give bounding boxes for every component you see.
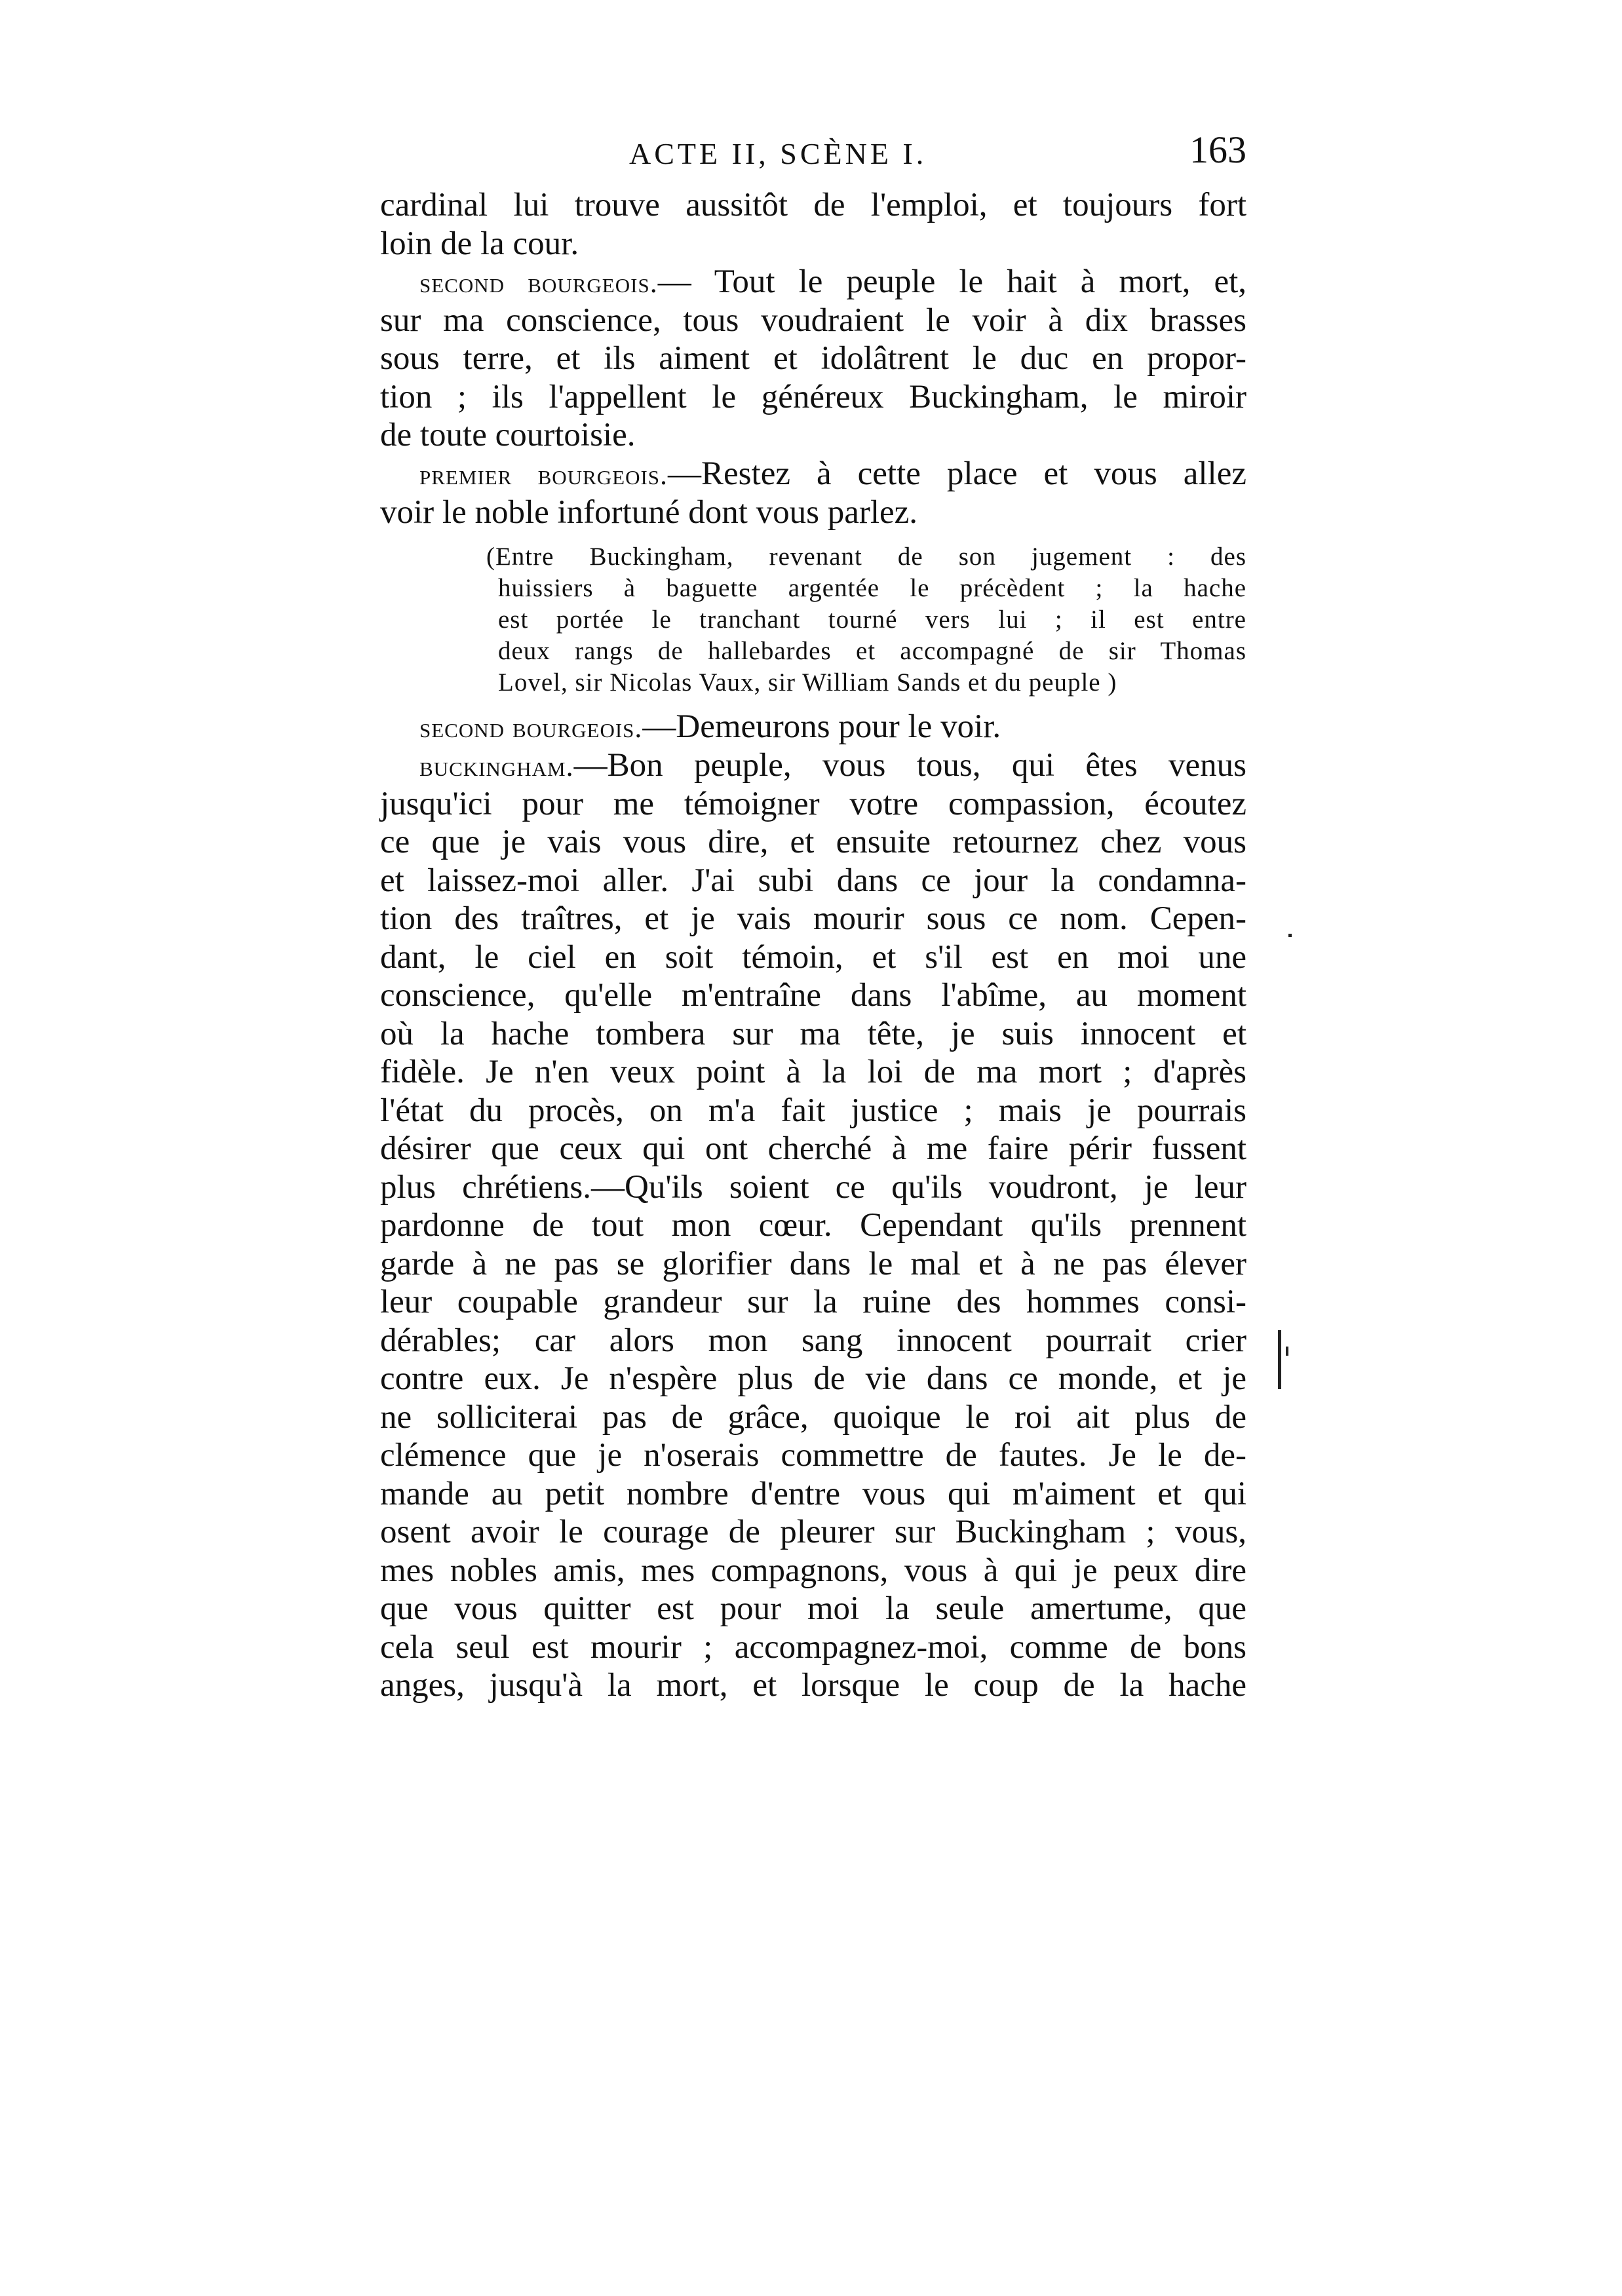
line-text: mes nobles amis, mes compagnons, vous à qui je peux dire [380, 1552, 1246, 1589]
text-line [380, 416, 1246, 455]
line-text: cardinal lui trouve aussitôt de l'emploi, et toujours fort [380, 187, 1246, 223]
speaker-name: buckingham. [419, 750, 574, 782]
text-line [380, 1053, 1246, 1092]
text-line [380, 708, 1246, 746]
text-line [380, 1092, 1246, 1130]
text-line [380, 1168, 1246, 1207]
line-text: garde à ne pas se glorifier dans le mal et à ne pas élever [380, 1245, 1246, 1282]
line-text: est portée le tranchant tourné vers lui ; il est entre [498, 605, 1246, 634]
text-line [380, 938, 1246, 977]
line-text: clémence que je n'oserais commettre de fautes. Je le de- [380, 1437, 1246, 1474]
text-line [380, 900, 1246, 938]
line-text: que vous quitter est pour moi la seule amertume, que [380, 1590, 1246, 1627]
line-text: pardonne de tout mon cœur. Cependant qu'ils prennent [380, 1207, 1246, 1244]
text-line [380, 1666, 1246, 1705]
text-line [380, 1245, 1246, 1284]
text-line [380, 493, 1246, 532]
text-line [380, 823, 1246, 862]
line-text: sous terre, et ils aiment et idolâtrent le duc en propor- [380, 340, 1246, 377]
text-line [380, 667, 1246, 698]
speech-paragraph [380, 708, 1246, 746]
line-text: leur coupable grandeur sur la ruine des hommes consi- [380, 1284, 1246, 1320]
line-text: Lovel, sir Nicolas Vaux, sir William Sands et du peuple ) [498, 668, 1117, 697]
text-line [380, 1130, 1246, 1168]
line-text: plus chrétiens.—Qu'ils soient ce qu'ils voudront, je leur [380, 1168, 1246, 1206]
line-text: jusqu'ici pour me témoigner votre compassion, écoutez [380, 785, 1246, 822]
margin-mark [1288, 934, 1292, 937]
line-text: dérables; car alors mon sang innocent pourrait crier [380, 1322, 1246, 1359]
line-text: dant, le ciel en soit témoin, et s'il est en moi une [380, 938, 1246, 976]
text-line [380, 455, 1246, 493]
line-text: anges, jusqu'à la mort, et lorsque le coup de la hache [380, 1667, 1246, 1704]
speech-paragraph [380, 746, 1246, 1705]
line-text: où la hache tombera sur ma tête, je suis innocent et [380, 1015, 1246, 1052]
line-text: tion ; ils l'appellent le généreux Buckingham, le miroir [380, 378, 1246, 415]
line-text: —Bon peuple, vous tous, qui êtes venus [573, 747, 1246, 784]
text-line [380, 186, 1246, 225]
line-text: loin de la cour. [380, 225, 579, 262]
margin-mark [1278, 1330, 1281, 1389]
line-text: huissiers à baguette argentée le précèdent ; la hache [498, 574, 1246, 602]
line-text: osent avoir le courage de pleurer sur Buckingham ; vous, [380, 1514, 1246, 1550]
line-text: contre eux. Je n'espère plus de vie dans ce monde, et je [380, 1360, 1246, 1397]
line-text: — Tout le peuple le hait à mort, et, [657, 263, 1247, 300]
text-line [380, 1283, 1246, 1322]
text-line [380, 1398, 1246, 1437]
speech-paragraph [380, 186, 1246, 263]
page-header [380, 128, 1246, 177]
text-line [380, 636, 1246, 667]
text-line [380, 573, 1246, 604]
stage-direction [380, 541, 1246, 698]
line-text: fidèle. Je n'en veux point à la loi de ma mort ; d'après [380, 1054, 1246, 1090]
line-text: tion des traîtres, et je vais mourir sous ce nom. Cepen- [380, 900, 1246, 937]
text-line [380, 785, 1246, 824]
text-line [380, 1206, 1246, 1245]
text-line [380, 1322, 1246, 1360]
text-line [380, 976, 1246, 1015]
line-text: de toute courtoisie. [380, 417, 636, 453]
text-line [380, 225, 1246, 263]
margin-mark [1286, 1347, 1288, 1356]
line-text: —Demeurons pour le voir. [642, 708, 1001, 745]
text-line [380, 339, 1246, 378]
text-line [380, 1360, 1246, 1398]
text-line [380, 1513, 1246, 1552]
text-line [380, 1628, 1246, 1667]
line-text: l'état du procès, on m'a fait justice ; mais je pourrais [380, 1092, 1246, 1129]
line-text: et laissez-moi aller. J'ai subi dans ce jour la condamna- [380, 862, 1246, 899]
text-line [380, 541, 1246, 573]
speech-paragraph [380, 263, 1246, 455]
text-line [380, 378, 1246, 417]
speech-paragraph [380, 455, 1246, 531]
line-text: voir le noble infortuné dont vous parlez. [380, 493, 918, 531]
line-text: cela seul est mourir ; accompagnez-moi, comme de bons [380, 1628, 1246, 1666]
text-line [380, 604, 1246, 636]
line-text: deux rangs de hallebardes et accompagné de sir Thomas [498, 637, 1246, 665]
line-text: mande au petit nombre d'entre vous qui m'aiment et qui [380, 1475, 1246, 1512]
text-line [380, 1552, 1246, 1590]
line-text: conscience, qu'elle m'entraîne dans l'abîme, au moment [380, 977, 1246, 1014]
line-text: —Restez à cette place et vous allez [668, 455, 1246, 492]
text-line [380, 1436, 1246, 1475]
page-number: 163 [1189, 128, 1246, 171]
speaker-name: second bourgeois. [419, 267, 658, 299]
text-line [380, 301, 1246, 340]
line-text: ne solliciterai pas de grâce, quoique le roi ait plus de [380, 1398, 1246, 1436]
line-text: (Entre Buckingham, revenant de son jugement : des [486, 543, 1246, 571]
line-text: ce que je vais vous dire, et ensuite retournez chez vous [380, 824, 1246, 860]
text-line [380, 746, 1246, 785]
line-text: sur ma conscience, tous voudraient le voir à dix brasses [380, 301, 1246, 339]
speaker-name: second bourgeois. [419, 712, 643, 744]
text-line [380, 862, 1246, 900]
text-line [380, 263, 1246, 301]
running-title: ACTE II, SCÈNE I. [629, 137, 927, 170]
text-line [380, 1475, 1246, 1514]
line-text: désirer que ceux qui ont cherché à me faire périr fussent [380, 1130, 1246, 1167]
speaker-name: premier bourgeois. [419, 459, 668, 491]
text-line [380, 1015, 1246, 1054]
text-line [380, 1590, 1246, 1628]
